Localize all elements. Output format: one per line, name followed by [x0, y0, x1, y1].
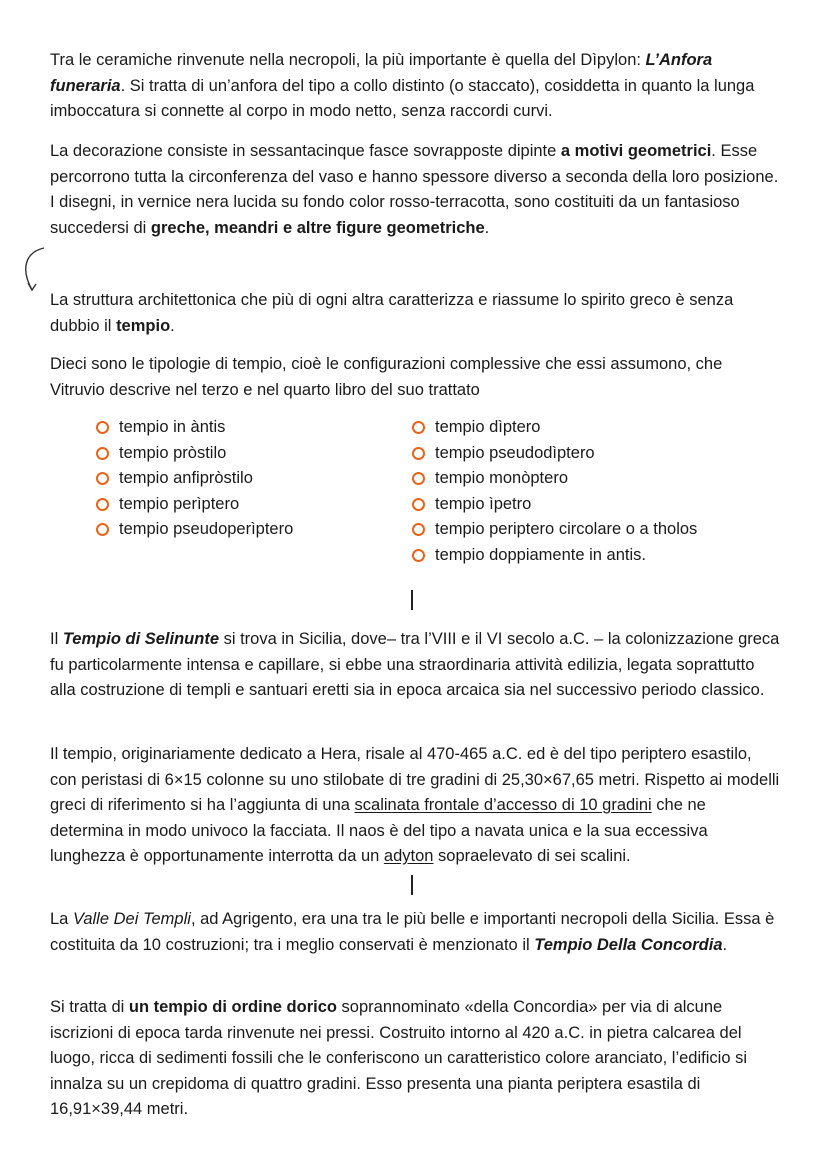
- bold-italic-title: Tempio di Selinunte: [62, 630, 219, 648]
- text-run: sopraelevato di sei scalini.: [433, 847, 631, 865]
- text-run: La: [50, 910, 73, 928]
- text-cursor: [411, 875, 413, 895]
- circle-bullet-icon: [96, 421, 109, 434]
- circle-bullet-icon: [412, 523, 425, 536]
- text-run: La decorazione consiste in sessantacinque fasce sovrapposte dipinte: [50, 142, 561, 160]
- list-item-label: tempio anfipròstilo: [119, 469, 253, 487]
- circle-bullet-icon: [412, 421, 425, 434]
- list-item-label: tempio pròstilo: [119, 443, 227, 462]
- text-run: soprannominato «della Concordia» per via di alcune iscrizioni di epoca tarda rinvenute nei pressi. Costruito intorno al 420 a.C. in pietra calcarea del luogo, ricca di sedimenti fossili che le conferiscono un caratteristico colore aranciato, l’edificio si innalza su un crepidoma di quattro gradini. Esso presenta una pianta periptera esastila di 16,91×39,44 metri.: [50, 998, 747, 1118]
- list-item: [412, 492, 697, 518]
- text-run: , ad Agrigento, era una tra le più belle e importanti necropoli della Sicilia. Essa è costituita da 10 costruzioni; tra i meglio conservati è menzionato il: [50, 910, 775, 954]
- list-item-label: tempio doppiamente in antis.: [435, 545, 646, 564]
- list-item: [412, 543, 697, 569]
- list-item: [96, 441, 293, 467]
- list-item-label: tempio pseudoperìptero: [119, 520, 294, 538]
- paragraph-struttura: [50, 288, 780, 339]
- temple-types-list-right: [412, 415, 697, 568]
- list-item: [96, 466, 293, 492]
- circle-bullet-icon: [96, 447, 109, 460]
- text-run: .: [722, 935, 728, 954]
- text-cursor: [411, 590, 413, 610]
- text-run: La struttura architettonica che più di ogni altra caratterizza e riassume lo spirito greco è senza dubbio il: [50, 291, 734, 335]
- list-item: [412, 441, 697, 467]
- list-item-label: tempio periptero circolare o a tholos: [435, 520, 698, 538]
- circle-bullet-icon: [96, 523, 109, 536]
- circle-bullet-icon: [96, 498, 109, 511]
- text-run: Il tempio, originariamente dedicato a Hera, risale al 470-465 a.C. ed è del tipo periptero esastilo, con peristasi di 6×15 colonne su uno stilobate di tre gradini di 25,30×67,65 metri. Rispetto ai modelli greci di riferimento si ha l’aggiunta di una: [50, 745, 780, 814]
- text-run: .: [170, 316, 175, 335]
- bold-text: tempio: [116, 316, 171, 335]
- circle-bullet-icon: [412, 549, 425, 562]
- list-item-label: tempio dìptero: [435, 418, 541, 436]
- circle-bullet-icon: [412, 498, 425, 511]
- paragraph-selinunte: [50, 627, 780, 704]
- paragraph-concordia: [50, 995, 780, 1123]
- bold-text: a motivi geometrici: [560, 142, 712, 160]
- circle-bullet-icon: [412, 472, 425, 485]
- paragraph-decorazione: [50, 139, 780, 241]
- curved-arrow-icon: [18, 246, 52, 294]
- circle-bullet-icon: [412, 447, 425, 460]
- list-item: [96, 517, 293, 543]
- list-item: [96, 415, 293, 441]
- list-item-label: tempio in àntis: [119, 418, 226, 436]
- paragraph-tempio-hera: [50, 742, 780, 870]
- underlined-text: adyton: [383, 847, 434, 865]
- text-run: Si tratta di: [50, 998, 129, 1016]
- list-item: [412, 415, 697, 441]
- list-item-label: tempio ìpetro: [435, 494, 532, 513]
- text-run: si trova in Sicilia, dove– tra l’VIII e il VI secolo a.C. – la colonizzazione greca fu particolarmente intensa e capillare, si ebbe una straordinaria attività edilizia, legata soprattutto alla costruzione di templi e santuari eretti sia in epoca arcaica sia nel successivo periodo classico.: [50, 630, 780, 699]
- bold-italic-title: Tempio Della Concordia: [534, 935, 723, 954]
- list-item: [412, 466, 697, 492]
- bold-text: un tempio di ordine dorico: [128, 998, 337, 1016]
- list-item-label: tempio pseudodìptero: [435, 443, 595, 462]
- text-run: . Si tratta di un’anfora del tipo a collo distinto (o staccato), cosiddetta in quanto la lunga imboccatura si connette al corpo in modo netto, senza raccordi curvi.: [50, 76, 755, 120]
- temple-types-list-left: [96, 415, 293, 543]
- paragraph-tipologie: [50, 352, 780, 403]
- list-item-label: tempio perìptero: [119, 494, 240, 513]
- italic-title: Valle Dei Templi: [72, 910, 191, 928]
- bold-italic-title: L’Anfora funeraria: [50, 51, 713, 95]
- text-run: che ne determina in modo univoco la facciata. Il naos è del tipo a navata unica e la sua eccessiva lunghezza è opportunamente interrotta da un: [50, 796, 708, 865]
- text-run: .: [484, 218, 490, 237]
- text-run: Dieci sono le tipologie di tempio, cioè le configurazioni complessive che essi assumono, che Vitruvio descrive nel terzo e nel quarto libro del suo trattato: [50, 355, 723, 399]
- list-item: [96, 492, 293, 518]
- text-run: . Esse percorrono tutta la circonferenza del vaso e hanno spessore diverso a seconda della loro posizione. I disegni, in vernice nera lucida su fondo color rosso-terracotta, sono costituiti da un fantasioso succedersi di: [50, 142, 779, 237]
- text-run: Il: [50, 630, 63, 648]
- paragraph-anfora: [50, 48, 780, 125]
- list-item-label: tempio monòptero: [435, 469, 568, 487]
- text-run: Tra le ceramiche rinvenute nella necropoli, la più importante è quella del Dìpylon:: [50, 51, 646, 69]
- circle-bullet-icon: [96, 472, 109, 485]
- underlined-text: scalinata frontale d’accesso di 10 gradini: [354, 796, 652, 814]
- bold-text: greche, meandri e altre figure geometriche: [150, 218, 485, 237]
- list-item: [412, 517, 697, 543]
- paragraph-valle-templi: [50, 907, 780, 958]
